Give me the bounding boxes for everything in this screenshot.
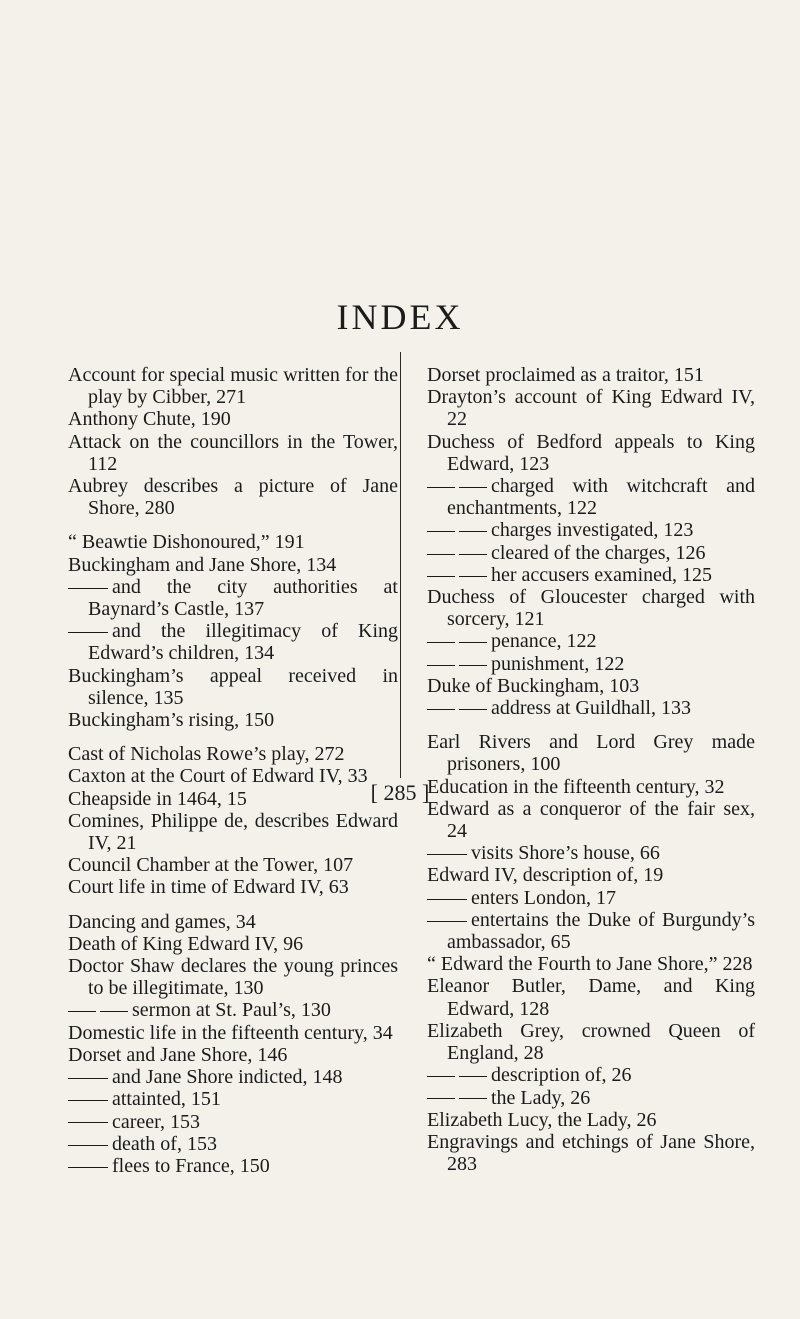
index-entry — [427, 675, 755, 697]
index-column-left — [68, 364, 398, 1177]
index-entry — [427, 586, 755, 630]
index-entry-text: Anthony Chute, 190 — [68, 408, 231, 431]
ditto-dash — [427, 665, 455, 666]
index-entry — [68, 576, 398, 620]
index-entry — [68, 1155, 398, 1177]
ditto-dash — [459, 665, 487, 666]
index-entry-text: punishment, 122 — [491, 652, 625, 675]
index-entry-text: Drayton’s account of King Edward IV, 22 — [427, 386, 755, 431]
index-entry — [427, 364, 755, 386]
index-entry-text: Dancing and games, 34 — [68, 910, 256, 933]
index-entry — [68, 620, 398, 664]
index-entry-text: Education in the fifteenth century, 32 — [427, 775, 725, 798]
page-title: INDEX — [336, 297, 464, 337]
index-entry — [427, 630, 755, 652]
index-entry — [427, 1087, 755, 1109]
index-entry — [68, 475, 398, 519]
index-entry-text: death of, 153 — [112, 1132, 217, 1155]
index-entry-text: Death of King Edward IV, 96 — [68, 932, 304, 955]
index-entry-text: description of, 26 — [491, 1064, 632, 1087]
ditto-dash — [68, 1167, 108, 1168]
column-divider — [400, 352, 401, 778]
index-entry — [427, 1020, 755, 1064]
index-entry-text: and the city authorities at Baynard’s Castle, 137 — [88, 575, 398, 621]
index-entry-text: penance, 122 — [491, 630, 597, 653]
ditto-dash — [459, 576, 487, 577]
index-entry — [68, 955, 398, 999]
index-entry-text: address at Guildhall, 133 — [491, 697, 691, 720]
index-entry — [68, 743, 398, 765]
ditto-dash — [459, 1098, 487, 1099]
index-entry-text: Engravings and etchings of Jane Shore, 283 — [427, 1130, 755, 1176]
index-entry — [427, 1064, 755, 1086]
index-entry-text: charges investigated, 123 — [491, 519, 694, 542]
index-entry-text: Cast of Nicholas Rowe’s play, 272 — [68, 743, 345, 766]
index-entry-text: her accusers examined, 125 — [491, 563, 713, 586]
ditto-dash — [427, 554, 455, 555]
index-entry — [68, 408, 398, 430]
ditto-dash — [100, 1011, 128, 1012]
index-entry-text: visits Shore’s house, 66 — [471, 842, 660, 865]
ditto-dash — [459, 554, 487, 555]
ditto-dash — [427, 1076, 455, 1077]
index-entry-text: Comines, Philippe de, describes Edward IV, 21 — [68, 809, 398, 855]
ditto-dash — [427, 709, 455, 710]
ditto-dash — [427, 1098, 455, 1099]
index-entry — [68, 810, 398, 854]
index-entry — [427, 697, 755, 719]
index-entry-text: Buckingham and Jane Shore, 134 — [68, 553, 337, 576]
index-entry-text: charged with witchcraft and enchantments, 122 — [447, 475, 755, 520]
index-entry — [427, 975, 755, 1019]
index-entry — [68, 876, 398, 898]
index-entry-text: Earl Rivers and Lord Grey made prisoners, 100 — [427, 731, 755, 776]
index-column-right — [427, 364, 755, 1175]
index-entry-text: Caxton at the Court of Edward IV, 33 — [68, 765, 368, 788]
index-entry-text: Doctor Shaw declares the young princes to be illegitimate, 130 — [68, 955, 398, 1000]
index-entry — [427, 909, 755, 953]
index-entry — [427, 564, 755, 586]
index-entry — [68, 1088, 398, 1110]
ditto-dash — [68, 632, 108, 633]
index-entry — [427, 542, 755, 564]
ditto-dash — [427, 854, 467, 855]
index-entry — [427, 1131, 755, 1175]
index-entry-text: Edward as a conqueror of the fair sex, 24 — [427, 797, 755, 843]
index-entry-text: Eleanor Butler, Dame, and King Edward, 128 — [427, 975, 755, 1020]
index-entry — [68, 364, 398, 408]
ditto-dash — [459, 487, 487, 488]
index-entry-text: sermon at St. Paul’s, 130 — [132, 999, 331, 1022]
index-entry — [68, 1066, 398, 1088]
ditto-dash — [68, 1011, 96, 1012]
index-entry — [427, 887, 755, 909]
index-entry-text: cleared of the charges, 126 — [491, 541, 706, 564]
index-entry-text: Elizabeth Grey, crowned Queen of England, 28 — [427, 1019, 755, 1065]
ditto-dash — [459, 1076, 487, 1077]
index-entry-text: Duchess of Gloucester charged with sorcery, 121 — [427, 586, 755, 631]
index-entry-text: Aubrey describes a picture of Jane Shore, 280 — [68, 475, 398, 520]
ditto-dash — [68, 1078, 108, 1079]
index-entry-text: Elizabeth Lucy, the Lady, 26 — [427, 1108, 657, 1131]
ditto-dash — [427, 576, 455, 577]
ditto-dash — [68, 1145, 108, 1146]
index-entry-text: Duchess of Bedford appeals to King Edward, 123 — [427, 430, 755, 475]
index-entry — [427, 1109, 755, 1131]
index-entry — [68, 554, 398, 576]
index-entry-text: Domestic life in the fifteenth century, 34 — [68, 1021, 393, 1044]
index-entry — [427, 386, 755, 430]
index-entry — [68, 999, 398, 1021]
index-entry-text: flees to France, 150 — [112, 1154, 270, 1177]
index-entry — [427, 653, 755, 675]
index-entry — [427, 953, 755, 975]
ditto-dash — [68, 1122, 108, 1123]
index-entry-text: entertains the Duke of Burgundy’s ambassador, 65 — [447, 908, 755, 954]
ditto-dash — [68, 1100, 108, 1101]
index-entry-text: and Jane Shore indicted, 148 — [112, 1066, 343, 1089]
index-entry-text: Attack on the councillors in the Tower, 112 — [68, 430, 398, 475]
index-entry-text: career, 153 — [112, 1110, 201, 1133]
index-entry — [68, 1044, 398, 1066]
index-entry-text: “ Edward the Fourth to Jane Shore,” 228 — [427, 953, 753, 976]
index-entry — [68, 1022, 398, 1044]
index-entry — [68, 1111, 398, 1133]
index-entry — [68, 911, 398, 933]
index-entry-text: “ Beawtie Dishonoured,” 191 — [68, 531, 305, 554]
index-entry — [68, 933, 398, 955]
index-entry — [427, 431, 755, 475]
index-entry — [427, 842, 755, 864]
index-entry-text: attainted, 151 — [112, 1088, 221, 1111]
index-entry — [427, 519, 755, 541]
index-entry-text: Edward IV, description of, 19 — [427, 864, 664, 887]
index-entry-text: Dorset and Jane Shore, 146 — [68, 1043, 288, 1066]
index-entry — [68, 709, 398, 731]
index-entry — [68, 531, 398, 553]
ditto-dash — [427, 487, 455, 488]
ditto-dash — [427, 642, 455, 643]
ditto-dash — [68, 588, 108, 589]
index-entry-text: Council Chamber at the Tower, 107 — [68, 854, 354, 877]
index-entry — [68, 431, 398, 475]
index-entry-text: Buckingham’s appeal received in silence, 135 — [68, 664, 398, 709]
ditto-dash — [427, 921, 467, 922]
ditto-dash — [427, 899, 467, 900]
ditto-dash — [459, 709, 487, 710]
index-entry-text: Buckingham’s rising, 150 — [68, 709, 275, 732]
index-entry — [427, 475, 755, 519]
ditto-dash — [427, 531, 455, 532]
index-entry — [427, 864, 755, 886]
index-entry-text: the Lady, 26 — [491, 1086, 591, 1109]
page-number: [ 285 ] — [370, 780, 430, 805]
index-entry — [427, 731, 755, 775]
index-entry — [68, 854, 398, 876]
index-entry-text: and the illegitimacy of King Edward’s children, 134 — [88, 620, 398, 665]
index-entry-text: enters London, 17 — [471, 886, 616, 909]
ditto-dash — [459, 531, 487, 532]
ditto-dash — [459, 642, 487, 643]
index-entry-text: Duke of Buckingham, 103 — [427, 674, 640, 697]
index-entry-text: Court life in time of Edward IV, 63 — [68, 876, 349, 899]
index-entry — [68, 1133, 398, 1155]
index-entry — [68, 665, 398, 709]
index-entry-text: Dorset proclaimed as a traitor, 151 — [427, 364, 704, 386]
index-entry-text: Account for special music written for the play by Cibber, 271 — [68, 364, 398, 409]
index-entry-text: Cheapside in 1464, 15 — [68, 787, 247, 810]
